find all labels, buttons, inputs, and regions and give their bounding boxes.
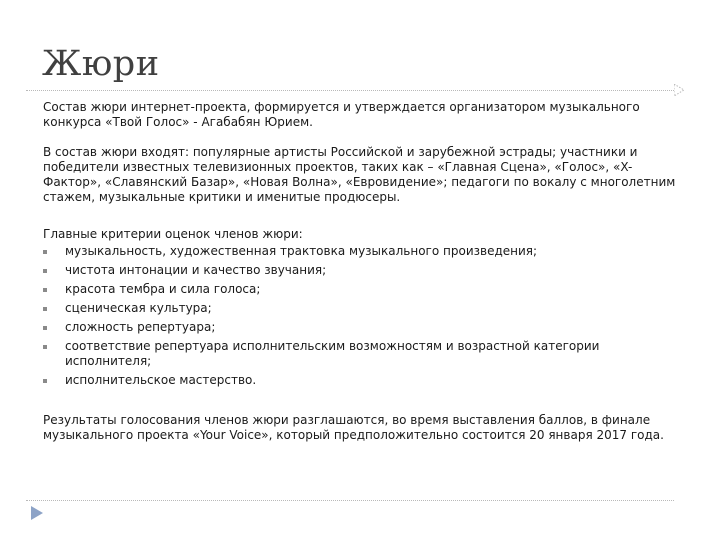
list-item-text: красота тембра и сила голоса; <box>65 282 261 296</box>
list-item-text: соответствие репертуара исполнительским возможностям и возрастной категории исполнителя; <box>65 339 600 368</box>
list-item-text: музыкальность, художественная трактовка музыкального произведения; <box>65 244 538 258</box>
bullet-icon <box>43 269 47 273</box>
list-item-text: чистота интонации и качество звучания; <box>65 263 327 277</box>
bullet-icon <box>43 288 47 292</box>
list-item <box>43 244 685 259</box>
paragraph-jury-composition: Состав жюри интернет-проекта, формируется и утверждается организатором музыкального конкурса «Твой Голос» - Агабабян Юрием. <box>43 100 640 129</box>
footer-divider <box>26 500 674 501</box>
list-item-text: сценическая культура; <box>65 301 212 315</box>
criteria-list <box>43 244 685 388</box>
bullet-icon <box>43 345 47 349</box>
slide-title: Жюри <box>42 44 160 84</box>
list-item <box>43 301 685 316</box>
title-divider <box>26 90 674 91</box>
list-item-text: исполнительское мастерство. <box>65 373 257 387</box>
paragraph-jury-members: В состав жюри входят: популярные артисты Российской и зарубежной эстрады; участники и победители известных телевизионных проектов, таких как – «Главная Сцена», «Голос», «X-Фактор», «Славянский Базар», «Новая Волна», «Евровидение»; педагоги по вокалу с многолетним стажем, музыкальные критики и именитые продюсеры. <box>43 145 676 204</box>
bullet-icon <box>43 326 47 330</box>
list-item <box>43 339 685 369</box>
paragraph-voting-results: Результаты голосования членов жюри разглашаются, во время выставления баллов, в финале музыкального проекта «Your Voice», который предположительно состоится 20 января 2017 года. <box>43 413 664 442</box>
list-item <box>43 282 685 297</box>
criteria-heading: Главные критерии оценок членов жюри: <box>43 227 303 241</box>
slide-body <box>43 100 685 443</box>
list-item <box>43 263 685 278</box>
bullet-icon <box>43 250 47 254</box>
bullet-icon <box>43 379 47 383</box>
bullet-icon <box>43 307 47 311</box>
triangle-marker-icon <box>674 84 686 96</box>
play-arrow-icon[interactable] <box>30 505 44 521</box>
list-item-text: сложность репертуара; <box>65 320 216 334</box>
list-item <box>43 373 685 388</box>
list-item <box>43 320 685 335</box>
